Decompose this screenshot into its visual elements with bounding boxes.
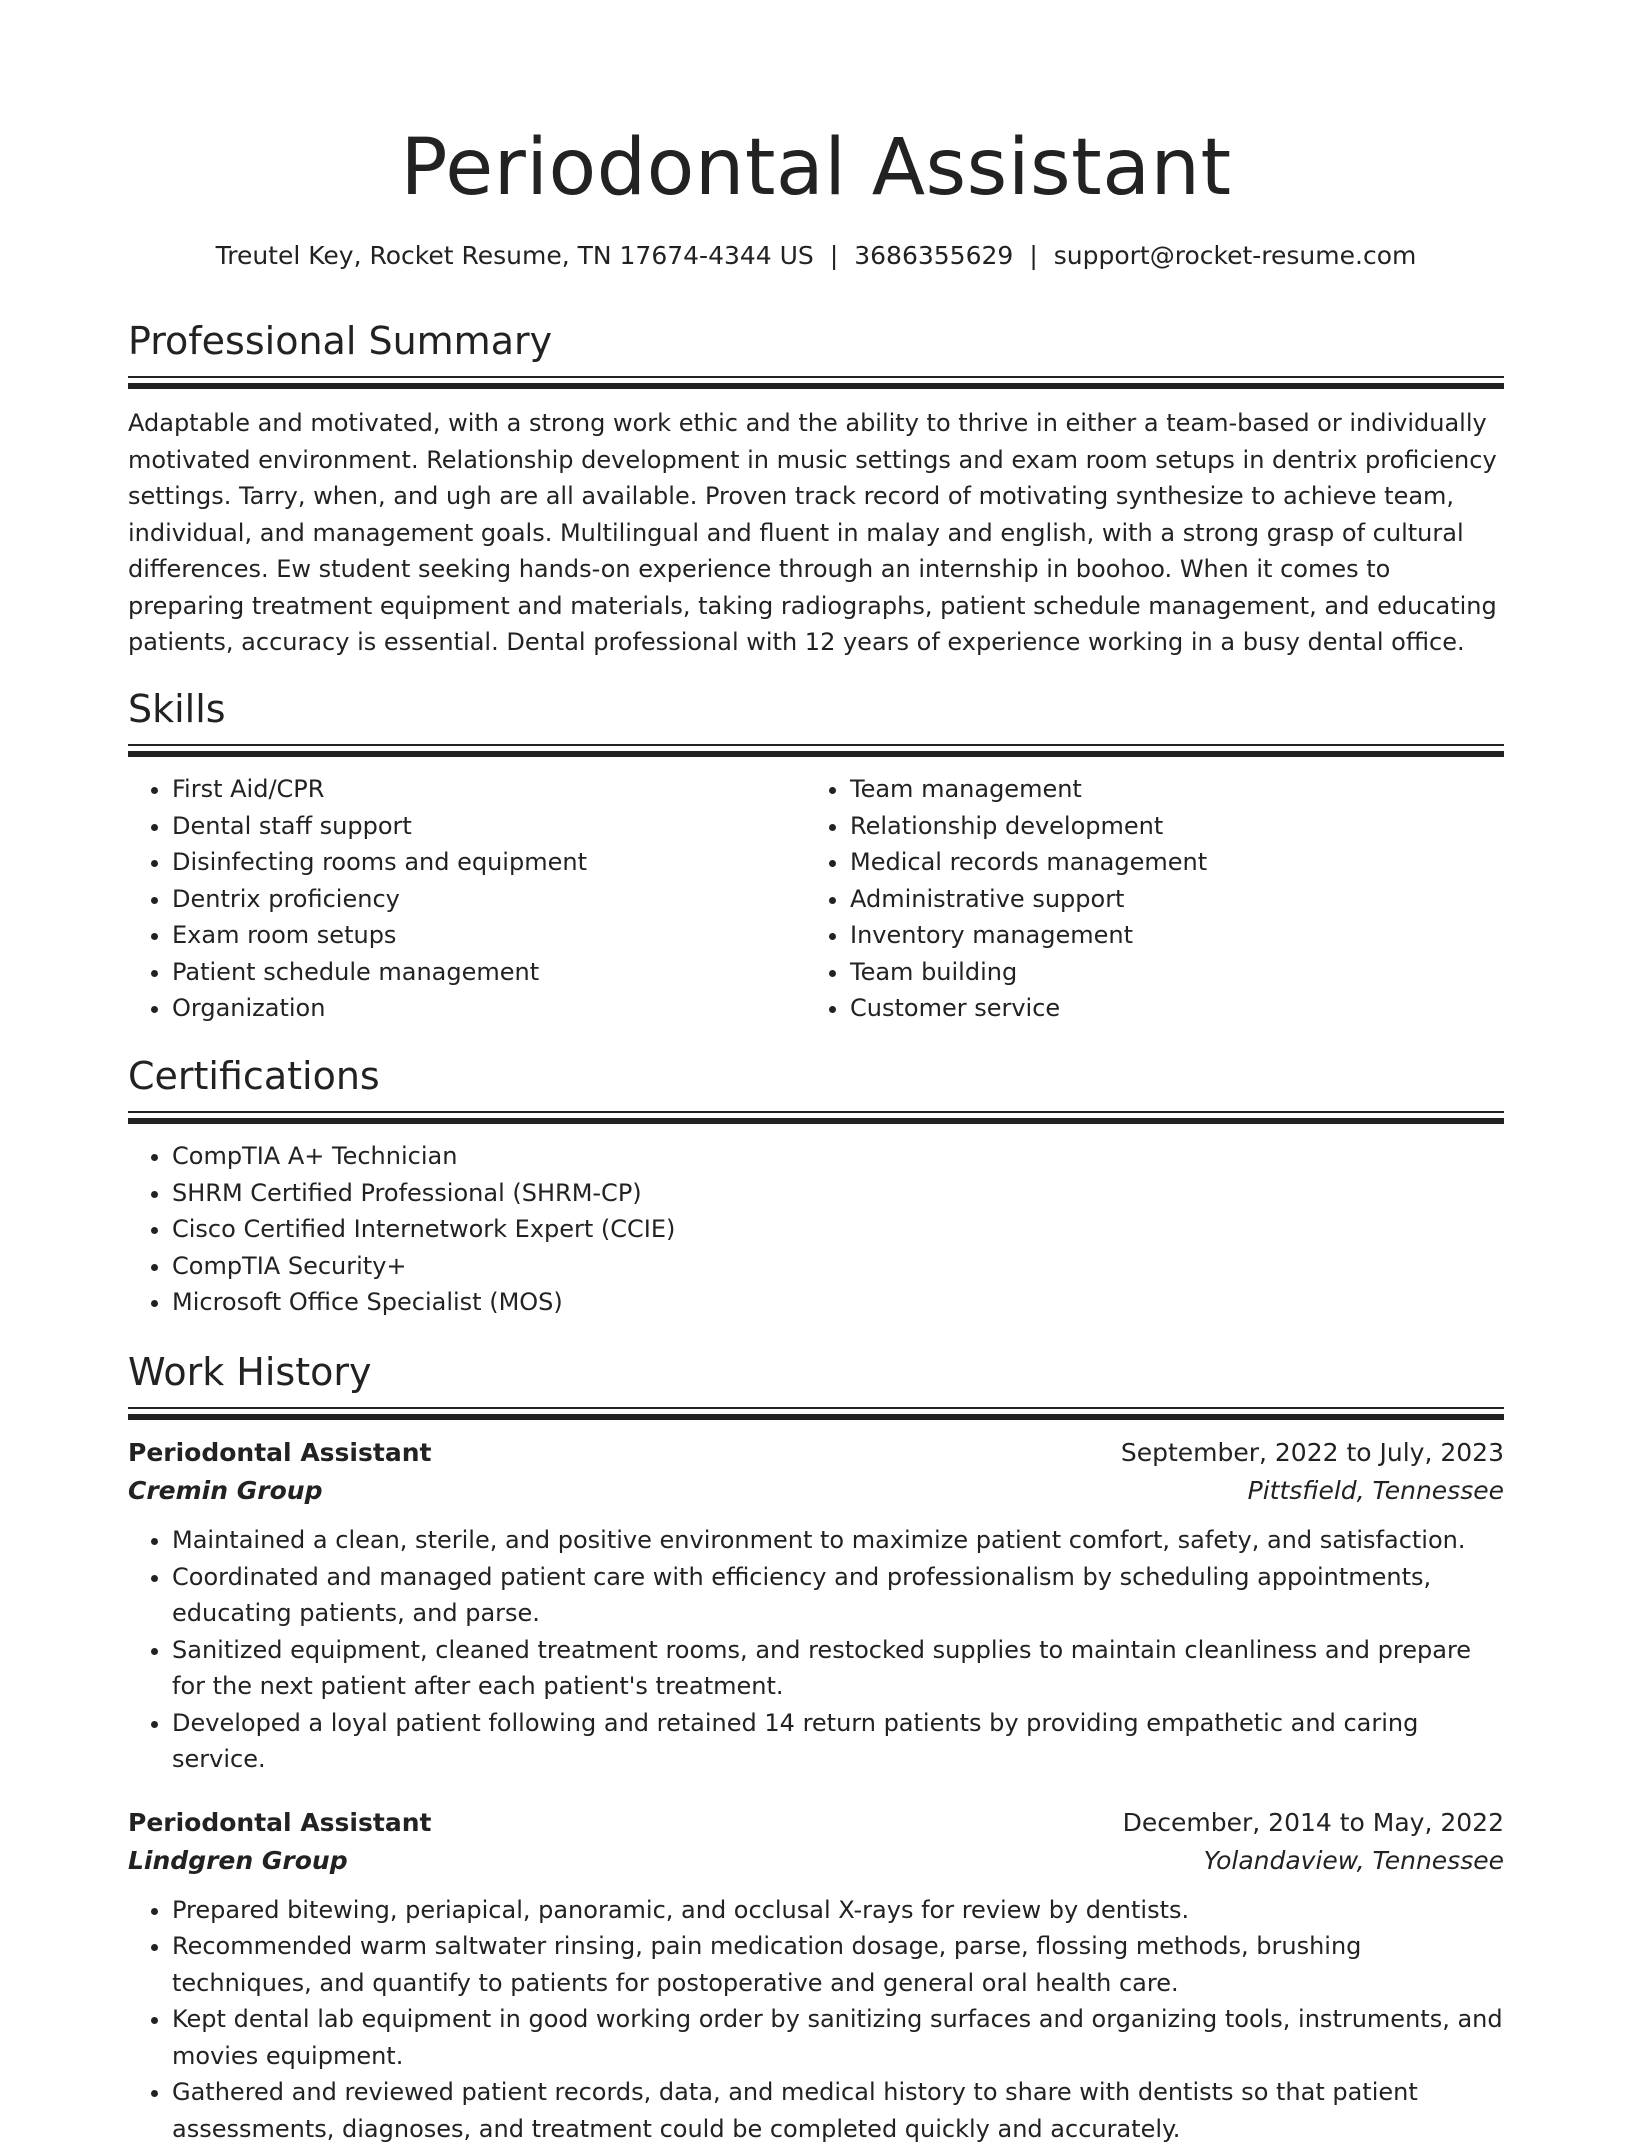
job-dates: September, 2022 to July, 2023 <box>1121 1434 1504 1472</box>
skills-section <box>128 684 1504 1027</box>
section-rule <box>128 376 1504 378</box>
contact-address: Treutel Key, Rocket Resume, TN 17674-4344 US <box>216 241 814 270</box>
certification-item: • SHRM Certified Professional (SHRM-CP) <box>172 1175 1504 1212</box>
certification-item: • Microsoft Office Specialist (MOS) <box>172 1284 1504 1321</box>
job-bullet: • Maintained a clean, sterile, and positive environment to maximize patient comfort, safety, and satisfaction. <box>172 1522 1504 1559</box>
skills-grid <box>128 757 1504 1027</box>
job-bullet: • Recommended warm saltwater rinsing, pain medication dosage, parse, flossing methods, brushing techniques, and quantify to patients for postoperative and general oral health care. <box>172 1928 1504 2001</box>
job-bullet: • Kept dental lab equipment in good working order by sanitizing surfaces and organizing tools, instruments, and movies equipment. <box>172 2001 1504 2074</box>
skill-item: • Medical records management <box>850 844 1484 881</box>
skill-item: • Team management <box>850 771 1484 808</box>
job-subheader-row <box>128 1842 1504 1880</box>
job-entry <box>128 1804 1504 2147</box>
job-header-row <box>128 1434 1504 1472</box>
section-rule <box>128 1407 1504 1409</box>
job-dates: December, 2014 to May, 2022 <box>1123 1804 1504 1842</box>
section-heading: Skills <box>128 684 1504 734</box>
skill-item: • Customer service <box>850 990 1484 1027</box>
contact-email: support@rocket-resume.com <box>1054 241 1417 270</box>
section-heading: Certifications <box>128 1051 1504 1101</box>
skills-column-left <box>128 757 806 1027</box>
section-rule-thick <box>128 1414 1504 1420</box>
skill-item: • Patient schedule management <box>172 954 806 991</box>
job-location: Yolandaview, Tennessee <box>1204 1842 1504 1880</box>
job-location: Pittsfield, Tennessee <box>1248 1472 1504 1510</box>
summary-section <box>128 316 1504 661</box>
certification-item: • CompTIA A+ Technician <box>172 1138 1504 1175</box>
skill-item: • Relationship development <box>850 808 1484 845</box>
summary-text: Adaptable and motivated, with a strong work ethic and the ability to thrive in either a team-based or individually motivated environment. Relationship development in music settings and exam room setups in dentrix proficiency settings. Tarry, when, and ugh are all available. Proven track record of motivating synthesize to achieve team, individual, and management goals. Multilingual and fluent in malay and english, with a strong grasp of cultural differences. Ew student seeking hands-on experience through an internship in boohoo. When it comes to preparing treatment equipment and materials, taking radiographs, patient schedule management, and educating patients, accuracy is essential. Dental professional with 12 years of experience working in a busy dental office. <box>128 405 1504 661</box>
contact-phone: 3686355629 <box>854 241 1013 270</box>
certifications-section <box>128 1051 1504 1321</box>
skills-column-right <box>806 757 1484 1027</box>
job-title: Periodontal Assistant <box>128 1804 431 1842</box>
skill-item: • Dentrix proficiency <box>172 881 806 918</box>
work-history-section <box>128 1347 1504 2147</box>
job-subheader-row <box>128 1472 1504 1510</box>
job-bullet: • Developed a loyal patient following and retained 14 return patients by providing empathetic and caring service. <box>172 1705 1504 1778</box>
section-heading: Work History <box>128 1347 1504 1397</box>
skill-item: • Organization <box>172 990 806 1027</box>
skill-item: • Inventory management <box>850 917 1484 954</box>
job-bullet: • Sanitized equipment, cleaned treatment rooms, and restocked supplies to maintain cleanliness and prepare for the next patient after each patient's treatment. <box>172 1632 1504 1705</box>
job-bullet: • Coordinated and managed patient care with efficiency and professionalism by scheduling appointments, educating patients, and parse. <box>172 1559 1504 1632</box>
job-company: Cremin Group <box>128 1472 322 1510</box>
certification-item: • CompTIA Security+ <box>172 1248 1504 1285</box>
contact-separator: | <box>830 238 838 274</box>
section-rule-thick <box>128 383 1504 389</box>
job-company: Lindgren Group <box>128 1842 348 1880</box>
skill-item: • Administrative support <box>850 881 1484 918</box>
job-title: Periodontal Assistant <box>128 1434 431 1472</box>
skill-item: • Dental staff support <box>172 808 806 845</box>
contact-separator: | <box>1029 238 1037 274</box>
resume-title: Periodontal Assistant <box>128 118 1504 218</box>
job-entry <box>128 1434 1504 1778</box>
skill-item: • Exam room setups <box>172 917 806 954</box>
job-header-row <box>128 1804 1504 1842</box>
skill-item: • First Aid/CPR <box>172 771 806 808</box>
job-bullet: • Prepared bitewing, periapical, panoramic, and occlusal X-rays for review by dentists. <box>172 1892 1504 1929</box>
skill-item: • Disinfecting rooms and equipment <box>172 844 806 881</box>
section-rule-thick <box>128 1118 1504 1124</box>
section-heading: Professional Summary <box>128 316 1504 366</box>
certification-item: • Cisco Certified Internetwork Expert (CCIE) <box>172 1211 1504 1248</box>
contact-line <box>128 238 1504 274</box>
job-bullet: • Gathered and reviewed patient records, data, and medical history to share with dentists so that patient assessments, diagnoses, and treatment could be completed quickly and accurately. <box>172 2074 1504 2147</box>
section-rule <box>128 744 1504 746</box>
skill-item: • Team building <box>850 954 1484 991</box>
section-rule <box>128 1111 1504 1113</box>
